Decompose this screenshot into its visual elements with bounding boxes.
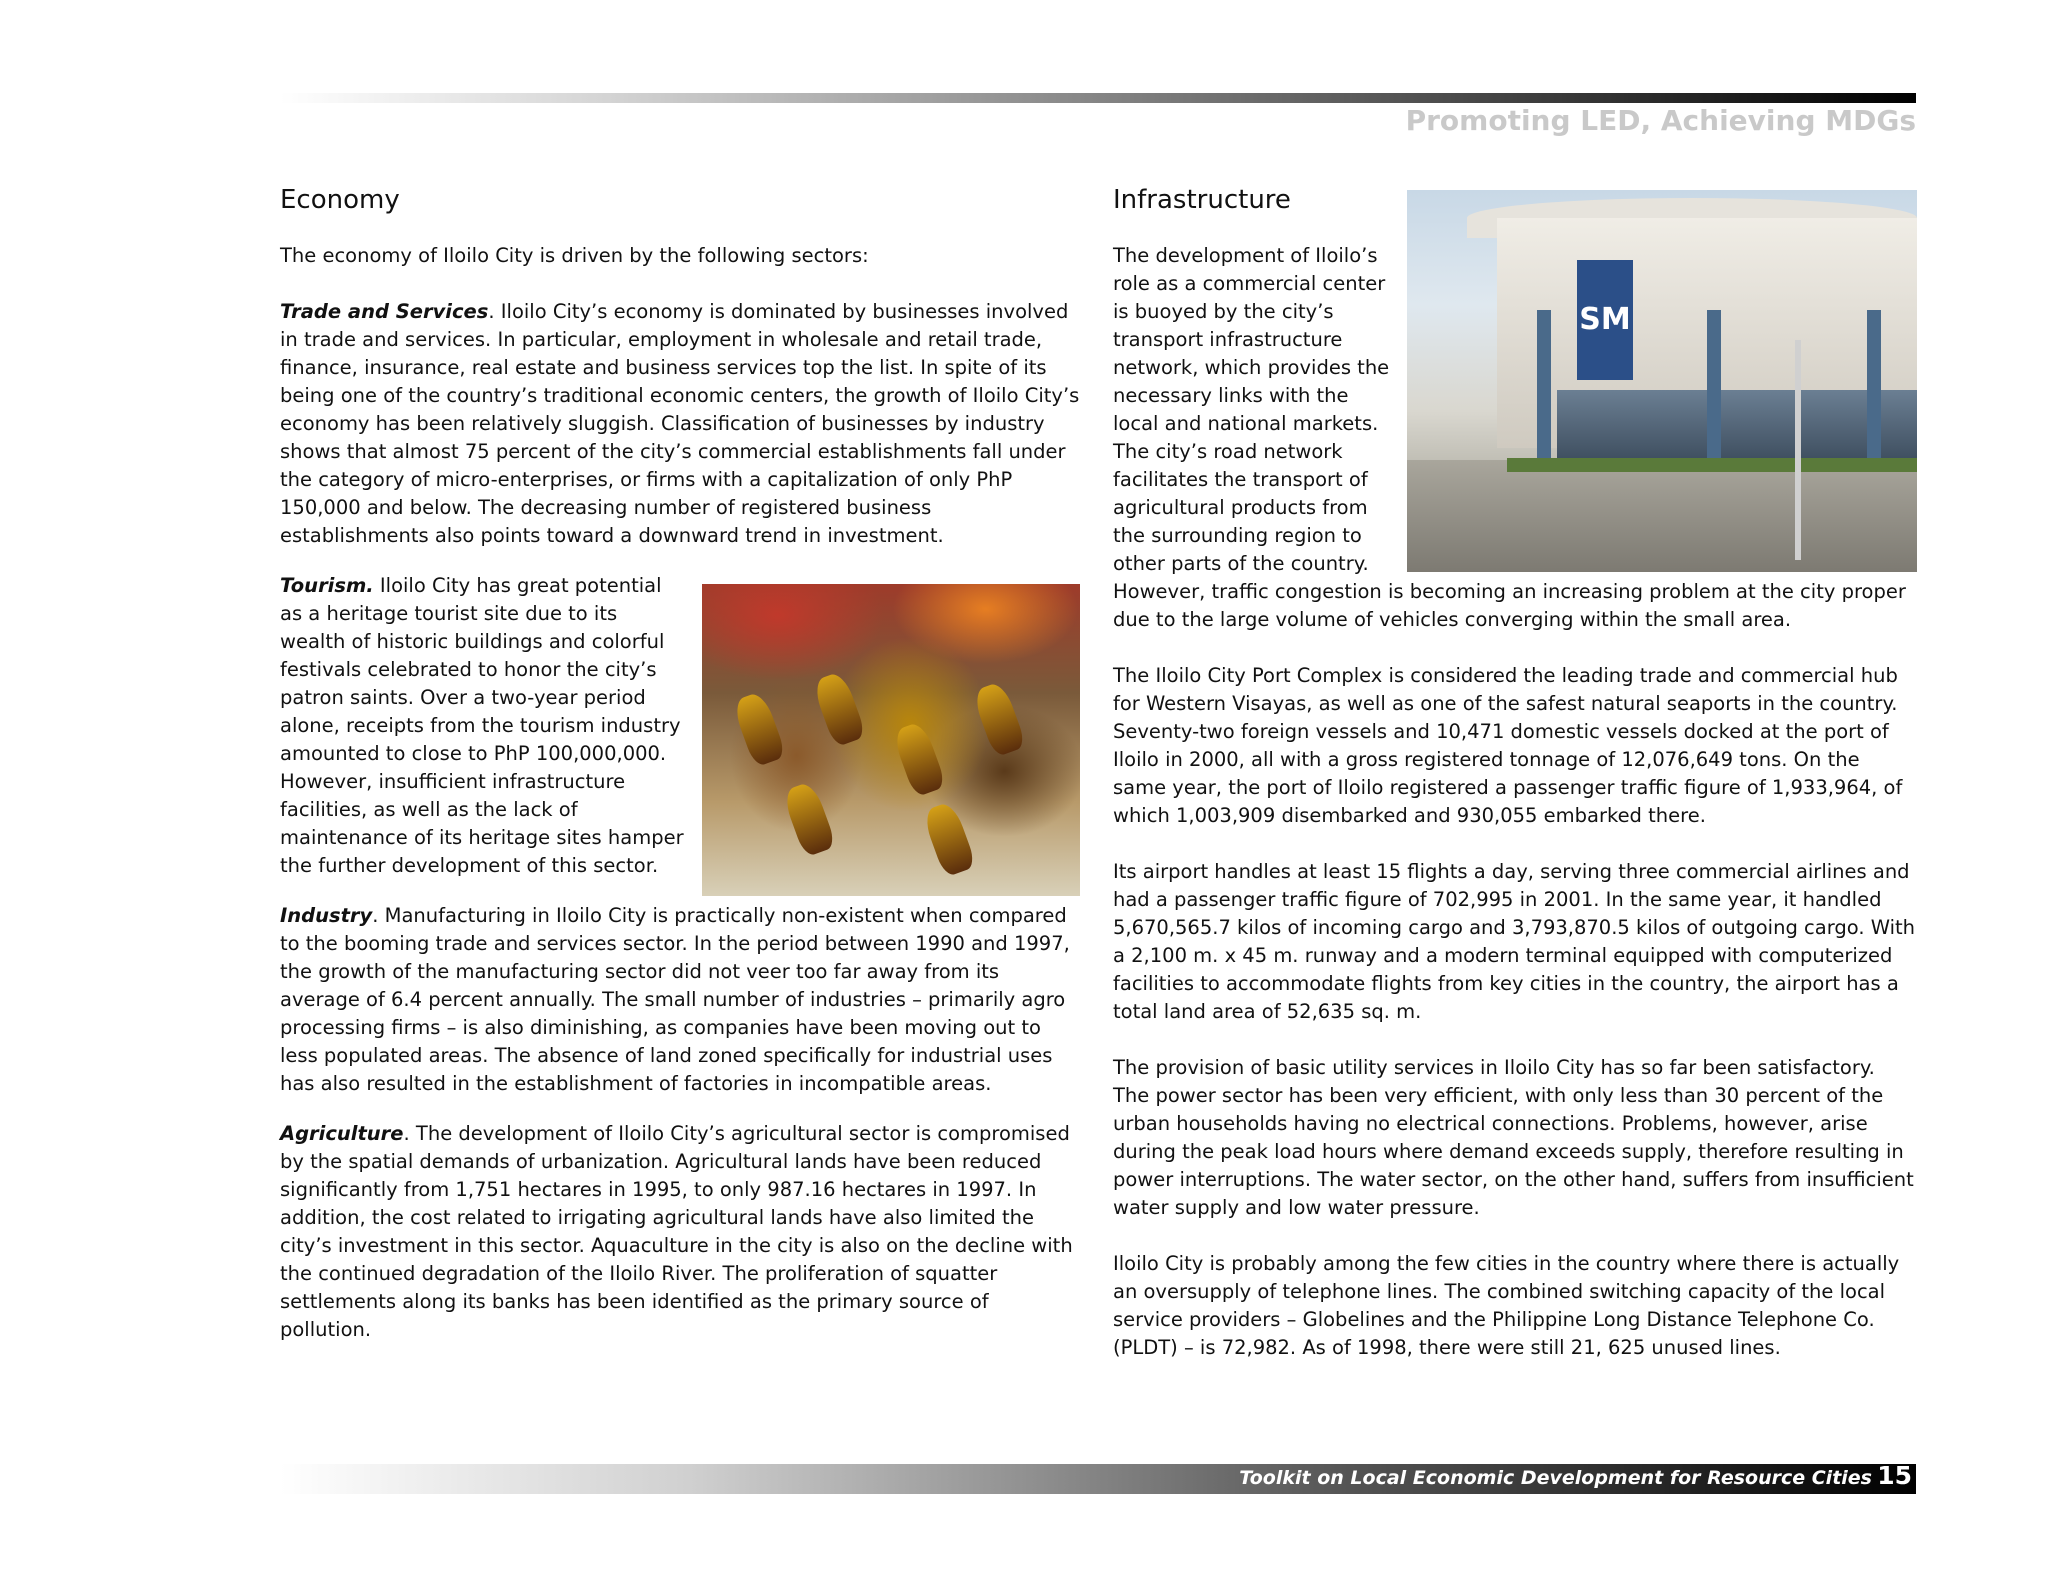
infra-paragraph-5: Iloilo City is probably among the few cities in the country where there is actually an oversupply of telephone lines. The combined switching capacity of the local service providers – Globelines and the Philippine Long Distance Telephone Co. (PLDT) – is 72,982. As of 1998, there were still 21, 625 unused lines. (1113, 1252, 1900, 1359)
agriculture-text: . The development of Iloilo City’s agricultural sector is compromised by the spatial demands of urbanization. Agricultural lands have been reduced significantly from 1,751 hectares in 1995, to only 987.16 hectares in 1997. In addition, the cost related to irrigating agricultural lands have also limited the city’s investment in this sector. Aquaculture in the city is also on the decline with the continued degradation of the Iloilo River. The proliferation of squatter settlements along its banks has been identified as the primary source of pollution. (280, 1122, 1073, 1341)
header-title: Promoting LED, Achieving MDGs (1405, 104, 1916, 137)
lamp-pole (1795, 340, 1801, 560)
footer-title: Toolkit on Local Economic Development for Resource Cities (1239, 1467, 1872, 1489)
dancer-shape (921, 800, 977, 877)
header-rule (280, 93, 1916, 103)
infra-paragraph-1: The development of Iloilo’s role as a commercial center is buoyed by the city’s transport infrastructure network, which provides the necessary links with the local and national markets. The city’s road network facilitates the transport of agricultural products from the surrounding region to other parts of the country. However, traffic congestion is becoming an increasing problem at the city proper due to the large volume of vehicles converging within the small area. (1113, 244, 1906, 631)
mall-parking (1407, 460, 1917, 572)
industry-paragraph (280, 902, 1080, 1098)
agriculture-paragraph (280, 1120, 1080, 1344)
mall-hedge (1507, 458, 1917, 472)
mall-pillar (1537, 310, 1551, 470)
tourism-lead: Tourism. (280, 574, 374, 597)
trade-paragraph (280, 298, 1080, 550)
economy-intro: The economy of Iloilo City is driven by the following sectors: (280, 244, 869, 267)
industry-text: . Manufacturing in Iloilo City is practically non-existent when compared to the booming trade and services sector. In the period between 1990 and 1997, the growth of the manufacturing sector did not veer too far away from its average of 6.4 percent annually. The small number of industries – primarily agro processing firms – is also diminishing, as companies have been moving out to less populated areas. The absence of land zoned specifically for industrial uses has also resulted in the establishment of factories in incompatible areas. (280, 904, 1070, 1095)
dancer-shape (971, 680, 1027, 757)
agriculture-lead: Agriculture (280, 1122, 404, 1145)
economy-column (280, 180, 1080, 1344)
infra-paragraph-2: The Iloilo City Port Complex is considered the leading trade and commercial hub for Western Visayas, as well as one of the safest natural seaports in the country. Seventy-two foreign vessels and 10,471 domestic vessels docked at the port of Iloilo in 2000, all with a gross registered tonnage of 12,076,649 tons. On the same year, the port of Iloilo registered a passenger traffic figure of 1,933,964, of which 1,003,909 disembarked and 930,055 embarked there. (1113, 664, 1903, 827)
infra-paragraph-3: Its airport handles at least 15 flights a day, serving three commercial airlines and had a passenger traffic figure of 702,995 in 2001. In the same year, it handled 5,670,565.7 kilos of incoming cargo and 3,793,870.5 kilos of outgoing cargo. With a 2,100 m. x 45 m. runway and a modern terminal equipped with computerized facilities to accommodate flights from key cities in the country, the airport has a total land area of 52,635 sq. m. (1113, 860, 1916, 1023)
trade-text: . Iloilo City’s economy is dominated by businesses involved in trade and services. In particular, employment in wholesale and retail trade, finance, insurance, real estate and business services top the list. In spite of its being one of the country’s traditional economic centers, the growth of Iloilo City’s economy has been relatively sluggish. Classification of businesses by industry shows that almost 75 percent of the city’s commercial establishments fall under the category of micro-enterprises, or firms with a capitalization of only PhP 150,000 and below. The decreasing number of registered business establishments also points toward a downward trend in investment. (280, 300, 1080, 547)
page-number: 15 (1877, 1461, 1912, 1490)
mall-sign: SM (1577, 260, 1633, 380)
industry-lead: Industry (280, 904, 373, 927)
dancer-shape (731, 690, 787, 767)
dancer-shape (891, 720, 947, 797)
mall-glass (1557, 390, 1917, 460)
mall-pillar (1867, 310, 1881, 470)
infrastructure-column (1113, 180, 1917, 1362)
infra-paragraph-4: The provision of basic utility services in Iloilo City has so far been satisfactory. The power sector has been very efficient, with only less than 30 percent of the urban households having no electrical connections. Problems, however, arise during the peak load hours where demand exceeds supply, therefore resulting in power interruptions. The water sector, on the other hand, suffers from insufficient water supply and low water pressure. (1113, 1056, 1914, 1219)
economy-heading: Economy (280, 185, 400, 215)
infrastructure-heading: Infrastructure (1113, 185, 1291, 215)
dancer-shape (781, 780, 837, 857)
mall-pillar (1707, 310, 1721, 470)
dancer-shape (811, 670, 867, 747)
tourism-text: Iloilo City has great potential as a heritage tourist site due to its wealth of historic buildings and colorful festivals celebrated to honor the city’s patron saints. Over a two-year period alone, receipts from the tourism industry amounted to close to PhP 100,000,000. However, insufficient infrastructure facilities, as well as the lack of maintenance of its heritage sites hamper the further development of this sector. (280, 574, 684, 877)
mall-photo (1407, 190, 1917, 572)
trade-lead: Trade and Services (280, 300, 489, 323)
festival-photo (702, 584, 1080, 896)
